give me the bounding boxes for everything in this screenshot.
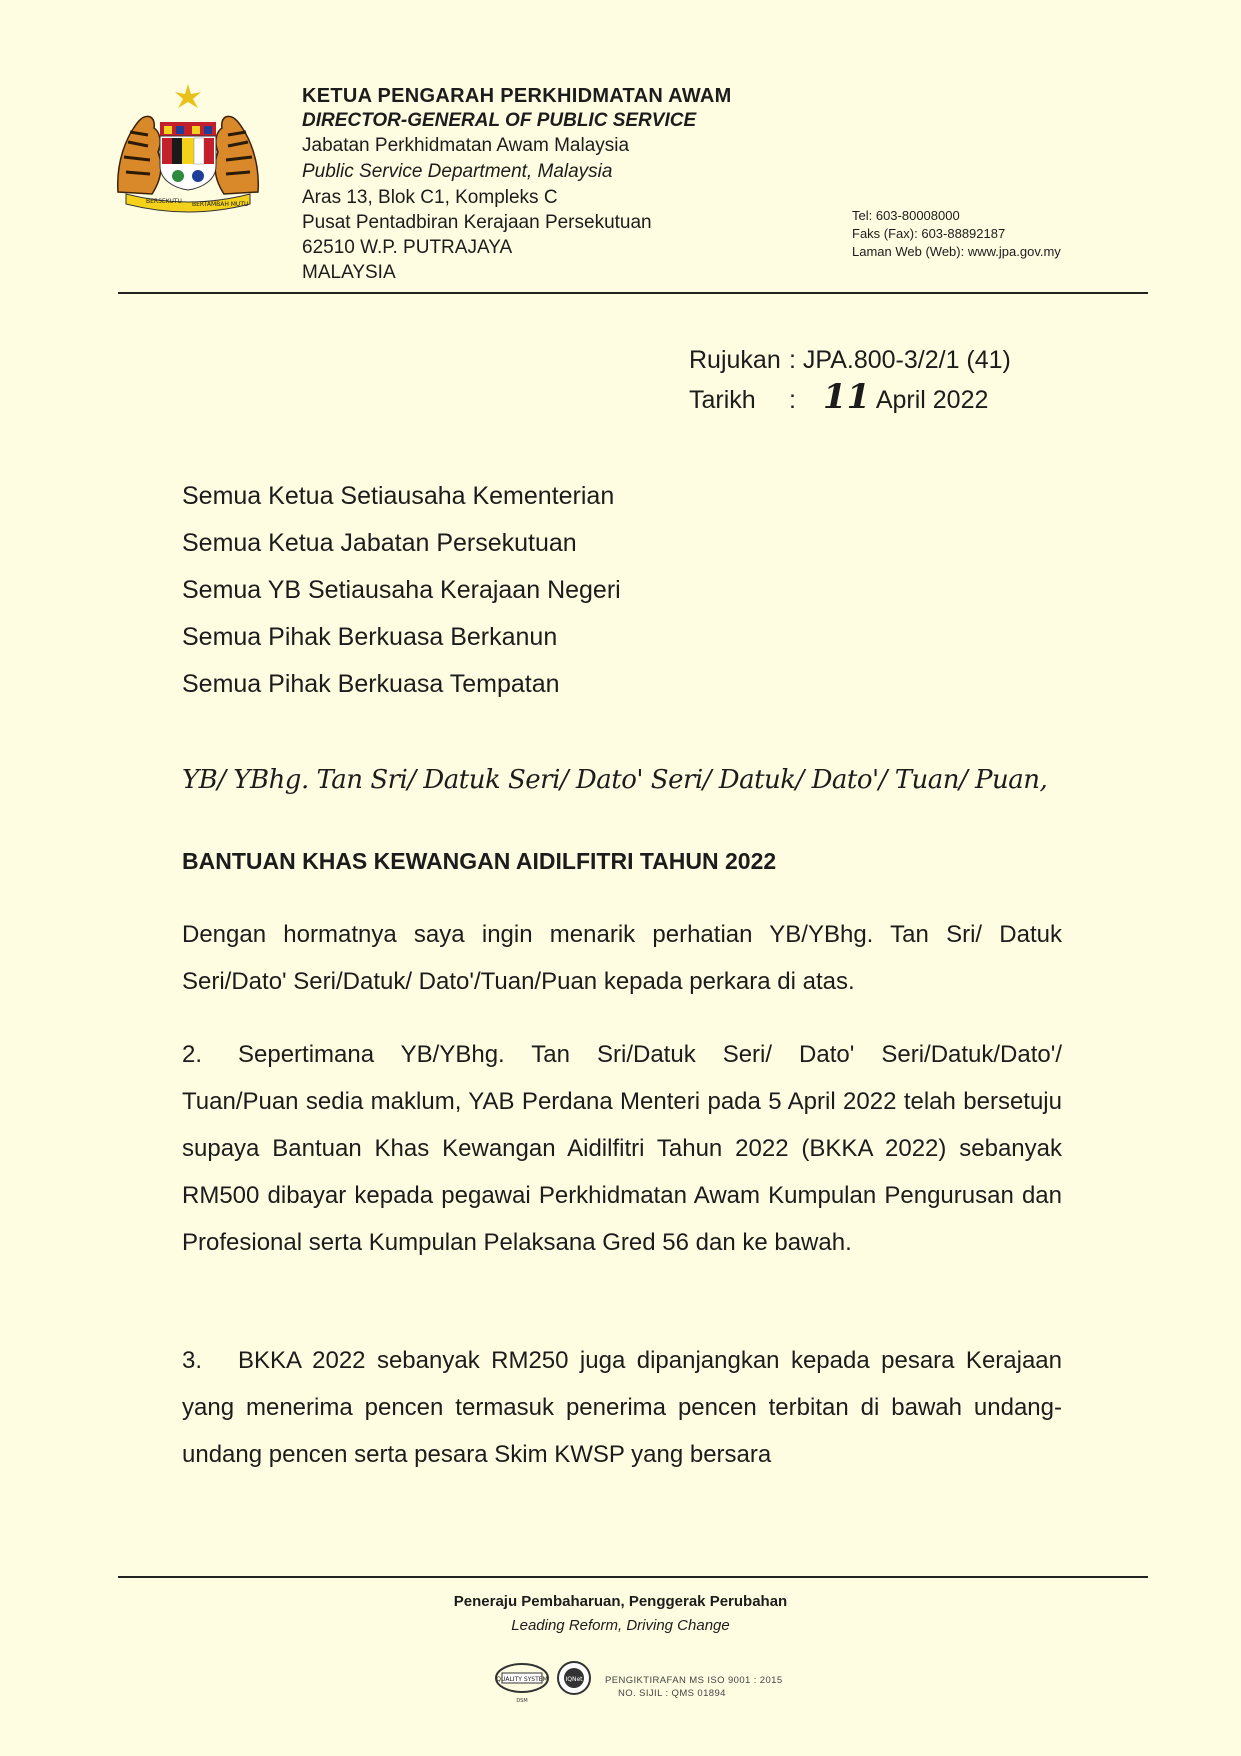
badge-text-iqnet: IQNet xyxy=(565,1676,583,1683)
date-day-handwritten: 11 xyxy=(822,377,871,417)
recipient-line: Semua Pihak Berkuasa Berkanun xyxy=(182,623,558,651)
department-name-en: Public Service Department, Malaysia xyxy=(302,161,613,182)
address-line-4: MALAYSIA xyxy=(302,262,396,283)
recipient-line: Semua Ketua Setiausaha Kementerian xyxy=(182,482,615,510)
header-title-en: DIRECTOR-GENERAL OF PUBLIC SERVICE xyxy=(302,110,697,131)
paragraph-2 xyxy=(182,1031,1062,1266)
paragraph-2-text: Sepertimana YB/YBhg. Tan Sri/Datuk Seri/ Dato' Seri/Datuk/Dato'/ Tuan/Puan sedia maklum, YAB Perdana Menteri pada 5 April 2022 telah bersetuju supaya Bantuan Khas Kewangan Aidilfitri Tahun 2022 (BKKA 2022) sebanyak RM500 dibayar kepada pegawai Perkhidmatan Awam Kumpulan Pengurusan dan Profesional serta Kumpulan Pelaksana Gred 56 dan ke bawah. xyxy=(182,1041,1062,1256)
footer-motto: Peneraju Pembaharuan, Penggerak Perubahan xyxy=(453,1593,788,1610)
subject-heading: BANTUAN KHAS KEWANGAN AIDILFITRI TAHUN 2022 xyxy=(182,848,777,874)
paragraph-number: 3. xyxy=(182,1347,203,1374)
quality-certification-logo xyxy=(492,1656,600,1710)
reference-line xyxy=(689,346,1011,375)
recipient-line: Semua Ketua Jabatan Persekutuan xyxy=(182,529,577,557)
recipient-line: Semua Pihak Berkuasa Tempatan xyxy=(182,670,560,698)
contact-web: Laman Web (Web): www.jpa.gov.my xyxy=(852,244,1061,259)
paragraph-number: 2. xyxy=(182,1041,203,1068)
address-line-2: Pusat Pentadbiran Kerajaan Persekutuan xyxy=(302,212,652,233)
crest-motto-left: BERSEKUTU xyxy=(146,198,182,205)
header-title: KETUA PENGARAH PERKHIDMATAN AWAM xyxy=(302,85,732,107)
salutation: YB/ YBhg. Tan Sri/ Datuk Seri/ Dato' Seri/ Datuk/ Dato'/ Tuan/ Puan, xyxy=(182,765,1048,795)
reference-value: : JPA.800-3/2/1 (41) xyxy=(789,346,1011,374)
certification-line-1: PENGIKTIRAFAN MS ISO 9001 : 2015 xyxy=(605,1675,783,1686)
certification-line-2: NO. SIJIL : QMS 01894 xyxy=(618,1688,726,1699)
footer-divider xyxy=(118,1576,1148,1578)
footer-motto-en: Leading Reform, Driving Change xyxy=(511,1617,730,1634)
department-name: Jabatan Perkhidmatan Awam Malaysia xyxy=(302,135,630,156)
badge-text: QUALITY SYSTEM xyxy=(496,1676,548,1683)
address-line-1: Aras 13, Blok C1, Kompleks C xyxy=(302,187,558,208)
contact-tel: Tel: 603-80008000 xyxy=(852,208,960,223)
badge-text-dsm: DSM xyxy=(516,1698,528,1704)
crest-motto-right: BERTAMBAH MUTU xyxy=(192,201,249,208)
date-month-year: April 2022 xyxy=(875,386,989,414)
date-line xyxy=(689,377,988,417)
address-line-3: 62510 W.P. PUTRAJAYA xyxy=(302,237,513,258)
reference-label: Rujukan xyxy=(689,346,781,374)
recipient-line: Semua YB Setiausaha Kerajaan Negeri xyxy=(182,576,621,604)
contact-fax: Faks (Fax): 603-88892187 xyxy=(852,226,1006,241)
paragraph-1: Dengan hormatnya saya ingin menarik perhatian YB/YBhg. Tan Sri/ Datuk Seri/Dato' Seri/Datuk/ Dato'/Tuan/Puan kepada perkara di atas. xyxy=(182,921,1062,995)
paragraph-3 xyxy=(182,1337,1062,1478)
header-divider xyxy=(118,292,1148,294)
date-label: Tarikh xyxy=(689,386,756,414)
paragraph-3-text: BKKA 2022 sebanyak RM250 juga dipanjangkan kepada pesara Kerajaan yang menerima pencen termasuk penerima pencen terbitan di bawah undang-undang pencen serta pesara Skim KWSP yang bersara xyxy=(182,1347,1062,1468)
date-colon: : xyxy=(789,386,796,414)
coat-of-arms-logo xyxy=(108,82,268,214)
